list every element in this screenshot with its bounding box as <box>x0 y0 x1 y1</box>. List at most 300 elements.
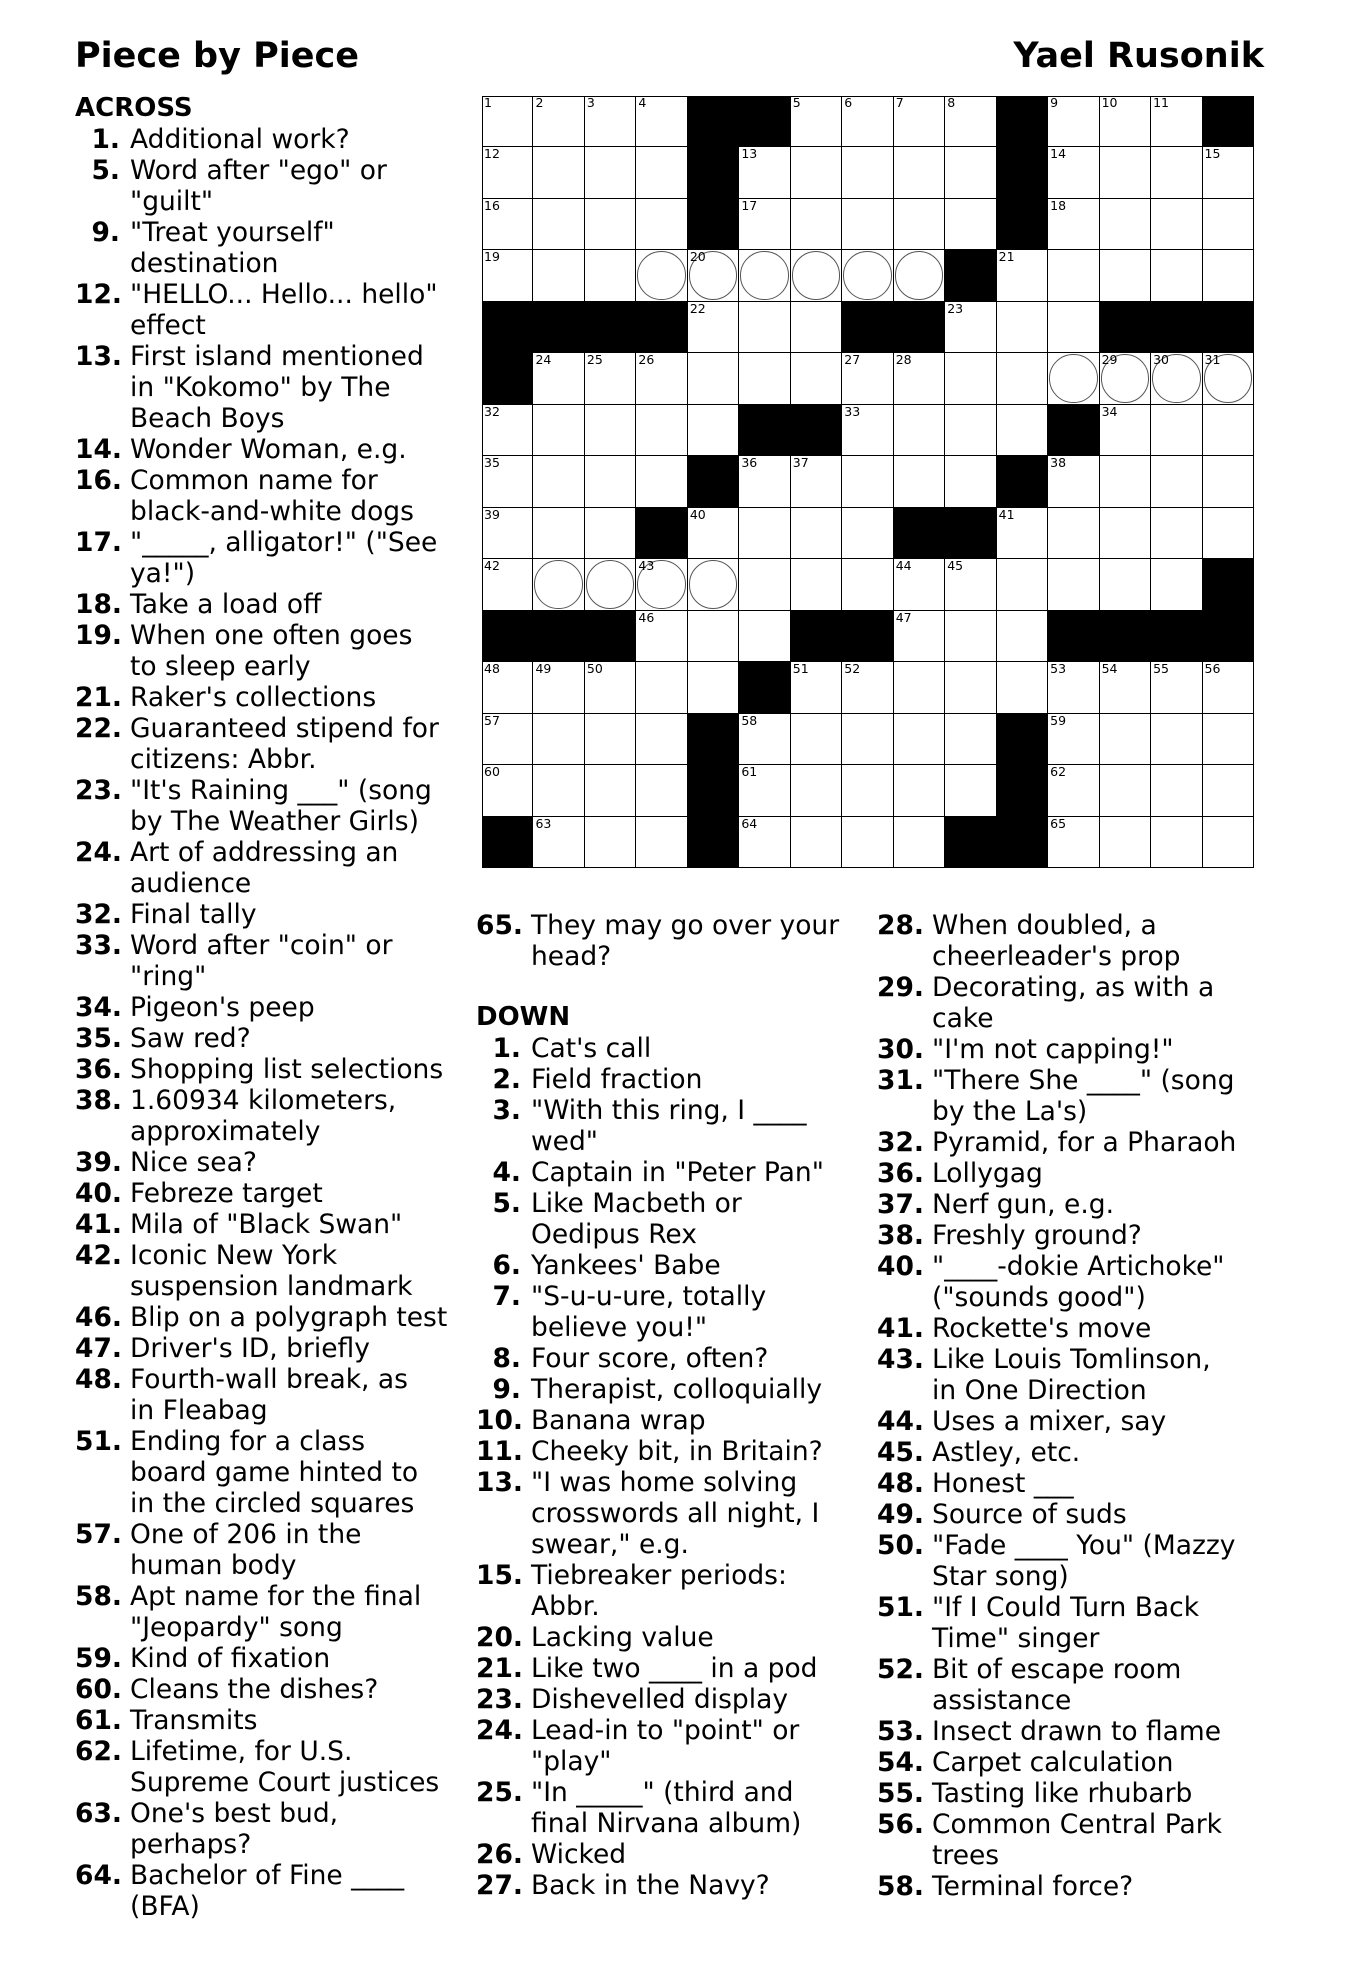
down-clue[interactable] <box>877 1158 1277 1189</box>
across-clue[interactable] <box>75 1674 475 1705</box>
grid-cell[interactable] <box>1100 353 1151 404</box>
grid-cell[interactable] <box>842 662 893 713</box>
grid-cell[interactable] <box>894 250 945 301</box>
clue-text-line: "_____, alligator!" ("See <box>130 527 438 558</box>
grid-cell[interactable] <box>1100 456 1151 507</box>
grid-cell[interactable] <box>842 559 893 610</box>
grid-cell[interactable] <box>1151 199 1202 250</box>
grid-cell[interactable] <box>585 353 636 404</box>
grid-cell[interactable] <box>688 302 739 353</box>
down-clue[interactable] <box>877 1251 1277 1313</box>
clue-text-line: Terminal force? <box>932 1871 1134 1902</box>
grid-cell[interactable] <box>585 405 636 456</box>
grid-cell[interactable] <box>585 559 636 610</box>
grid-cell[interactable] <box>1100 559 1151 610</box>
down-clue[interactable] <box>476 1870 876 1901</box>
grid-cell[interactable] <box>533 250 584 301</box>
down-clue[interactable] <box>877 1468 1277 1499</box>
grid-cell[interactable] <box>1151 662 1202 713</box>
down-clue[interactable] <box>476 1653 876 1684</box>
grid-cell[interactable] <box>739 765 790 816</box>
grid-cell[interactable] <box>791 508 842 559</box>
grid-cell[interactable] <box>1151 765 1202 816</box>
grid-cell[interactable] <box>945 199 996 250</box>
across-clue[interactable] <box>75 992 475 1023</box>
grid-cell[interactable] <box>1151 456 1202 507</box>
down-clue[interactable] <box>877 1344 1277 1406</box>
grid-cell[interactable] <box>791 199 842 250</box>
grid-cell[interactable] <box>791 96 842 147</box>
grid-cell[interactable] <box>945 456 996 507</box>
across-clue[interactable] <box>75 1705 475 1736</box>
down-clue[interactable] <box>476 1281 876 1343</box>
across-clue[interactable] <box>75 682 475 713</box>
across-clue[interactable] <box>75 620 475 682</box>
down-clue[interactable] <box>476 1188 876 1250</box>
down-clue[interactable] <box>877 1034 1277 1065</box>
cell-number: 6 <box>844 95 853 110</box>
grid-cell[interactable] <box>688 353 739 404</box>
grid-cell[interactable] <box>585 250 636 301</box>
down-clue[interactable] <box>476 1374 876 1405</box>
down-clue[interactable] <box>476 1095 876 1157</box>
grid-cell[interactable] <box>1203 147 1254 198</box>
clue-text-line: When doubled, a <box>932 910 1157 941</box>
grid-cell[interactable] <box>945 714 996 765</box>
grid-cell[interactable] <box>894 147 945 198</box>
grid-cell[interactable] <box>997 302 1048 353</box>
cell-number: 57 <box>484 712 500 728</box>
grid-cell[interactable] <box>842 405 893 456</box>
across-clue[interactable] <box>75 465 475 527</box>
grid-cell[interactable] <box>482 405 533 456</box>
across-clue[interactable] <box>75 1581 475 1643</box>
grid-cell[interactable] <box>482 250 533 301</box>
grid-cell[interactable] <box>482 714 533 765</box>
grid-cell[interactable] <box>688 611 739 662</box>
down-clue[interactable] <box>476 1343 876 1374</box>
down-clue[interactable] <box>877 1778 1277 1809</box>
grid-cell[interactable] <box>1048 559 1099 610</box>
grid-cell[interactable] <box>585 817 636 868</box>
grid-cell[interactable] <box>1048 508 1099 559</box>
grid-cell[interactable] <box>1151 250 1202 301</box>
grid-cell[interactable] <box>791 353 842 404</box>
clue-text-line: cake <box>932 1003 994 1034</box>
across-clue[interactable] <box>75 1798 475 1860</box>
grid-cell[interactable] <box>791 302 842 353</box>
grid-cell[interactable] <box>739 559 790 610</box>
grid-cell[interactable] <box>1203 662 1254 713</box>
clue-text-line: Bit of escape room <box>932 1654 1182 1685</box>
across-clue[interactable] <box>75 1302 475 1333</box>
grid-cell[interactable] <box>533 765 584 816</box>
grid-cell[interactable] <box>533 199 584 250</box>
grid-cell[interactable] <box>533 662 584 713</box>
across-clue[interactable] <box>75 1178 475 1209</box>
down-clue[interactable] <box>476 1622 876 1653</box>
grid-cell[interactable] <box>533 559 584 610</box>
grid-cell[interactable] <box>739 508 790 559</box>
grid-cell[interactable] <box>1203 456 1254 507</box>
grid-cell[interactable] <box>842 199 893 250</box>
clue-number: 38. <box>75 1085 122 1116</box>
grid-cell[interactable] <box>842 817 893 868</box>
grid-cell[interactable] <box>1151 817 1202 868</box>
grid-cell[interactable] <box>1151 559 1202 610</box>
down-clue[interactable] <box>877 1065 1277 1127</box>
clue-number: 12. <box>75 279 122 310</box>
down-clue[interactable] <box>877 1313 1277 1344</box>
grid-cell[interactable] <box>842 765 893 816</box>
clue-number: 7. <box>492 1281 521 1312</box>
cell-number: 37 <box>792 455 809 471</box>
grid-block <box>739 405 790 456</box>
down-clue[interactable] <box>877 1747 1277 1778</box>
grid-cell[interactable] <box>739 456 790 507</box>
grid-cell[interactable] <box>1203 199 1254 250</box>
grid-cell[interactable] <box>945 96 996 147</box>
grid-cell[interactable] <box>945 559 996 610</box>
grid-block <box>842 611 893 662</box>
grid-cell[interactable] <box>636 817 687 868</box>
grid-cell[interactable] <box>945 302 996 353</box>
grid-cell[interactable] <box>894 817 945 868</box>
down-clue[interactable] <box>476 1839 876 1870</box>
across-clue[interactable] <box>75 1333 475 1364</box>
grid-cell[interactable] <box>1151 714 1202 765</box>
grid-cell[interactable] <box>791 147 842 198</box>
grid-cell[interactable] <box>636 611 687 662</box>
down-clue[interactable] <box>476 1033 876 1064</box>
across-clue[interactable] <box>75 1364 475 1426</box>
grid-cell[interactable] <box>533 405 584 456</box>
across-clue[interactable] <box>75 217 475 279</box>
clue-text-line: "In _____" (third and <box>531 1777 794 1808</box>
grid-cell[interactable] <box>533 714 584 765</box>
across-clue[interactable] <box>476 910 876 972</box>
grid-cell[interactable] <box>894 611 945 662</box>
grid-cell[interactable] <box>842 456 893 507</box>
grid-cell[interactable] <box>585 508 636 559</box>
grid-cell[interactable] <box>997 508 1048 559</box>
grid-cell[interactable] <box>791 765 842 816</box>
across-clue[interactable] <box>75 930 475 992</box>
grid-cell[interactable] <box>739 611 790 662</box>
grid-cell[interactable] <box>1100 199 1151 250</box>
grid-cell[interactable] <box>739 714 790 765</box>
across-clue[interactable] <box>75 1860 475 1922</box>
grid-cell[interactable] <box>482 96 533 147</box>
across-clue[interactable] <box>75 1240 475 1302</box>
grid-cell[interactable] <box>842 147 893 198</box>
across-clue[interactable] <box>75 1023 475 1054</box>
clue-text-line: Source of suds <box>932 1499 1127 1530</box>
across-clue[interactable] <box>75 589 475 620</box>
down-clue[interactable] <box>476 1064 876 1095</box>
grid-cell[interactable] <box>1100 147 1151 198</box>
grid-cell[interactable] <box>791 714 842 765</box>
grid-cell[interactable] <box>688 250 739 301</box>
grid-cell[interactable] <box>791 817 842 868</box>
grid-cell[interactable] <box>894 96 945 147</box>
grid-cell[interactable] <box>1203 353 1254 404</box>
grid-cell[interactable] <box>739 250 790 301</box>
grid-cell[interactable] <box>1203 817 1254 868</box>
across-clue[interactable] <box>75 713 475 775</box>
down-clue[interactable] <box>877 1809 1277 1871</box>
grid-cell[interactable] <box>1151 508 1202 559</box>
grid-cell[interactable] <box>1048 302 1099 353</box>
grid-cell[interactable] <box>482 559 533 610</box>
across-clue[interactable] <box>75 1209 475 1240</box>
grid-cell[interactable] <box>1100 96 1151 147</box>
down-clue[interactable] <box>476 1250 876 1281</box>
grid-cell[interactable] <box>585 714 636 765</box>
across-clue[interactable] <box>75 1054 475 1085</box>
across-clue[interactable] <box>75 1643 475 1674</box>
cell-number: 34 <box>1101 403 1118 419</box>
grid-cell[interactable] <box>894 662 945 713</box>
grid-cell[interactable] <box>945 405 996 456</box>
grid-cell[interactable] <box>1048 199 1099 250</box>
grid-cell[interactable] <box>997 353 1048 404</box>
clue-text-line: 1.60934 kilometers, <box>130 1085 397 1116</box>
grid-cell[interactable] <box>1100 508 1151 559</box>
grid-cell[interactable] <box>997 662 1048 713</box>
cell-number: 55 <box>1153 661 1169 677</box>
grid-cell[interactable] <box>1100 405 1151 456</box>
grid-cell[interactable] <box>636 147 687 198</box>
down-clue[interactable] <box>476 1777 876 1839</box>
grid-cell[interactable] <box>894 199 945 250</box>
across-clue[interactable] <box>75 1147 475 1178</box>
grid-cell[interactable] <box>533 147 584 198</box>
grid-cell[interactable] <box>1048 147 1099 198</box>
clue-text-line: "Jeopardy" song <box>130 1612 343 1643</box>
grid-cell[interactable] <box>791 250 842 301</box>
grid-cell[interactable] <box>894 353 945 404</box>
grid-cell[interactable] <box>1048 96 1099 147</box>
grid-cell[interactable] <box>636 96 687 147</box>
grid-cell[interactable] <box>1048 817 1099 868</box>
grid-block <box>533 611 584 662</box>
grid-cell[interactable] <box>636 405 687 456</box>
clue-number: 8. <box>492 1343 521 1374</box>
grid-cell[interactable] <box>688 559 739 610</box>
grid-cell[interactable] <box>1048 353 1099 404</box>
grid-cell[interactable] <box>585 662 636 713</box>
clue-text-line: Dishevelled display <box>531 1684 789 1715</box>
down-clue[interactable] <box>877 1220 1277 1251</box>
grid-cell[interactable] <box>688 405 739 456</box>
grid-cell[interactable] <box>894 559 945 610</box>
down-clue[interactable] <box>877 1406 1277 1437</box>
grid-cell[interactable] <box>739 199 790 250</box>
across-clue[interactable] <box>75 434 475 465</box>
grid-cell[interactable] <box>842 250 893 301</box>
grid-cell[interactable] <box>1100 250 1151 301</box>
across-clue[interactable] <box>75 124 475 155</box>
down-clue[interactable] <box>877 972 1277 1034</box>
down-clue[interactable] <box>476 1157 876 1188</box>
across-clue[interactable] <box>75 775 475 837</box>
grid-cell[interactable] <box>1048 662 1099 713</box>
grid-cell[interactable] <box>636 353 687 404</box>
grid-cell[interactable] <box>482 199 533 250</box>
across-clue[interactable] <box>75 527 475 589</box>
grid-cell[interactable] <box>688 508 739 559</box>
grid-cell[interactable] <box>1100 714 1151 765</box>
clue-number: 46. <box>75 1302 122 1333</box>
down-clue[interactable] <box>877 1437 1277 1468</box>
clue-text-line: Lollygag <box>932 1158 1043 1189</box>
grid-cell[interactable] <box>688 662 739 713</box>
grid-cell[interactable] <box>997 559 1048 610</box>
clue-number: 42. <box>75 1240 122 1271</box>
grid-cell[interactable] <box>945 353 996 404</box>
grid-cell[interactable] <box>636 765 687 816</box>
grid-cell[interactable] <box>894 405 945 456</box>
down-clue[interactable] <box>476 1684 876 1715</box>
grid-cell[interactable] <box>636 714 687 765</box>
grid-cell[interactable] <box>636 250 687 301</box>
grid-cell[interactable] <box>1203 250 1254 301</box>
grid-cell[interactable] <box>1100 817 1151 868</box>
grid-cell[interactable] <box>739 353 790 404</box>
grid-cell[interactable] <box>636 559 687 610</box>
grid-cell[interactable] <box>894 714 945 765</box>
grid-cell[interactable] <box>482 508 533 559</box>
across-clue[interactable] <box>75 155 475 217</box>
clue-text-line: Supreme Court justices <box>130 1767 440 1798</box>
down-clue[interactable] <box>877 1716 1277 1747</box>
grid-cell[interactable] <box>945 765 996 816</box>
down-clue[interactable] <box>476 1560 876 1622</box>
down-clue[interactable] <box>877 1127 1277 1158</box>
grid-cell[interactable] <box>482 147 533 198</box>
across-clue[interactable] <box>75 1519 475 1581</box>
grid-cell[interactable] <box>636 456 687 507</box>
across-clue[interactable] <box>75 1085 475 1147</box>
grid-cell[interactable] <box>997 405 1048 456</box>
down-clue[interactable] <box>877 1530 1277 1592</box>
grid-cell[interactable] <box>997 611 1048 662</box>
grid-cell[interactable] <box>1203 765 1254 816</box>
down-clue[interactable] <box>476 1467 876 1560</box>
cell-number: 10 <box>1101 95 1118 110</box>
grid-cell[interactable] <box>482 662 533 713</box>
grid-cell[interactable] <box>1151 147 1202 198</box>
grid-cell[interactable] <box>482 456 533 507</box>
clue-number: 38. <box>877 1220 924 1251</box>
grid-cell[interactable] <box>945 662 996 713</box>
grid-cell[interactable] <box>1203 714 1254 765</box>
grid-cell[interactable] <box>1100 765 1151 816</box>
grid-cell[interactable] <box>1048 250 1099 301</box>
grid-cell[interactable] <box>1151 96 1202 147</box>
grid-cell[interactable] <box>585 147 636 198</box>
across-clue[interactable] <box>75 341 475 434</box>
across-clue[interactable] <box>75 1426 475 1519</box>
across-clue[interactable] <box>75 837 475 899</box>
down-clue[interactable] <box>877 1499 1277 1530</box>
across-clue[interactable] <box>75 1736 475 1798</box>
clue-text-line: human body <box>130 1550 297 1581</box>
down-clue[interactable] <box>476 1715 876 1777</box>
down-clue[interactable] <box>877 910 1277 972</box>
grid-cell[interactable] <box>1151 405 1202 456</box>
grid-cell[interactable] <box>894 765 945 816</box>
down-clue[interactable] <box>877 1592 1277 1654</box>
grid-cell[interactable] <box>1100 662 1151 713</box>
grid-cell[interactable] <box>636 199 687 250</box>
grid-cell[interactable] <box>585 96 636 147</box>
grid-cell[interactable] <box>842 714 893 765</box>
grid-cell[interactable] <box>1151 353 1202 404</box>
grid-cell[interactable] <box>1203 508 1254 559</box>
clue-text-line: Pigeon's peep <box>130 992 315 1023</box>
grid-cell[interactable] <box>739 147 790 198</box>
down-clue[interactable] <box>877 1189 1277 1220</box>
grid-cell[interactable] <box>842 508 893 559</box>
clue-number: 51. <box>75 1426 122 1457</box>
down-clue[interactable] <box>877 1871 1277 1902</box>
grid-cell[interactable] <box>636 662 687 713</box>
cell-number: 62 <box>1050 764 1067 780</box>
grid-cell[interactable] <box>585 765 636 816</box>
cell-number: 35 <box>484 455 500 471</box>
grid-cell[interactable] <box>1048 765 1099 816</box>
down-clue[interactable] <box>877 1654 1277 1716</box>
grid-cell[interactable] <box>1048 714 1099 765</box>
grid-cell[interactable] <box>585 199 636 250</box>
clue-text-line: in the circled squares <box>130 1488 415 1519</box>
clue-text-line: "If I Could Turn Back <box>932 1592 1200 1623</box>
down-clue[interactable] <box>476 1405 876 1436</box>
clue-text-line: Apt name for the final <box>130 1581 422 1612</box>
grid-cell[interactable] <box>533 456 584 507</box>
grid-cell[interactable] <box>894 456 945 507</box>
grid-cell[interactable] <box>533 817 584 868</box>
clue-text-line: Nice sea? <box>130 1147 257 1178</box>
grid-cell[interactable] <box>533 353 584 404</box>
grid-cell[interactable] <box>945 147 996 198</box>
cell-number: 50 <box>586 661 603 677</box>
grid-cell[interactable] <box>1203 405 1254 456</box>
across-clue[interactable] <box>75 279 475 341</box>
across-clue[interactable] <box>75 899 475 930</box>
grid-cell[interactable] <box>533 508 584 559</box>
grid-cell[interactable] <box>791 559 842 610</box>
grid-cell[interactable] <box>791 456 842 507</box>
clue-text-line: wed" <box>531 1126 598 1157</box>
grid-cell[interactable] <box>533 96 584 147</box>
grid-cell[interactable] <box>791 662 842 713</box>
down-clue[interactable] <box>476 1436 876 1467</box>
grid-cell[interactable] <box>739 302 790 353</box>
grid-cell[interactable] <box>997 250 1048 301</box>
grid-cell[interactable] <box>842 96 893 147</box>
grid-cell[interactable] <box>739 817 790 868</box>
grid-cell[interactable] <box>945 611 996 662</box>
grid-cell[interactable] <box>482 765 533 816</box>
grid-cell[interactable] <box>585 456 636 507</box>
clue-number: 27. <box>476 1870 523 1901</box>
clue-text-line: Nerf gun, e.g. <box>932 1189 1115 1220</box>
grid-cell[interactable] <box>842 353 893 404</box>
grid-cell[interactable] <box>1048 456 1099 507</box>
